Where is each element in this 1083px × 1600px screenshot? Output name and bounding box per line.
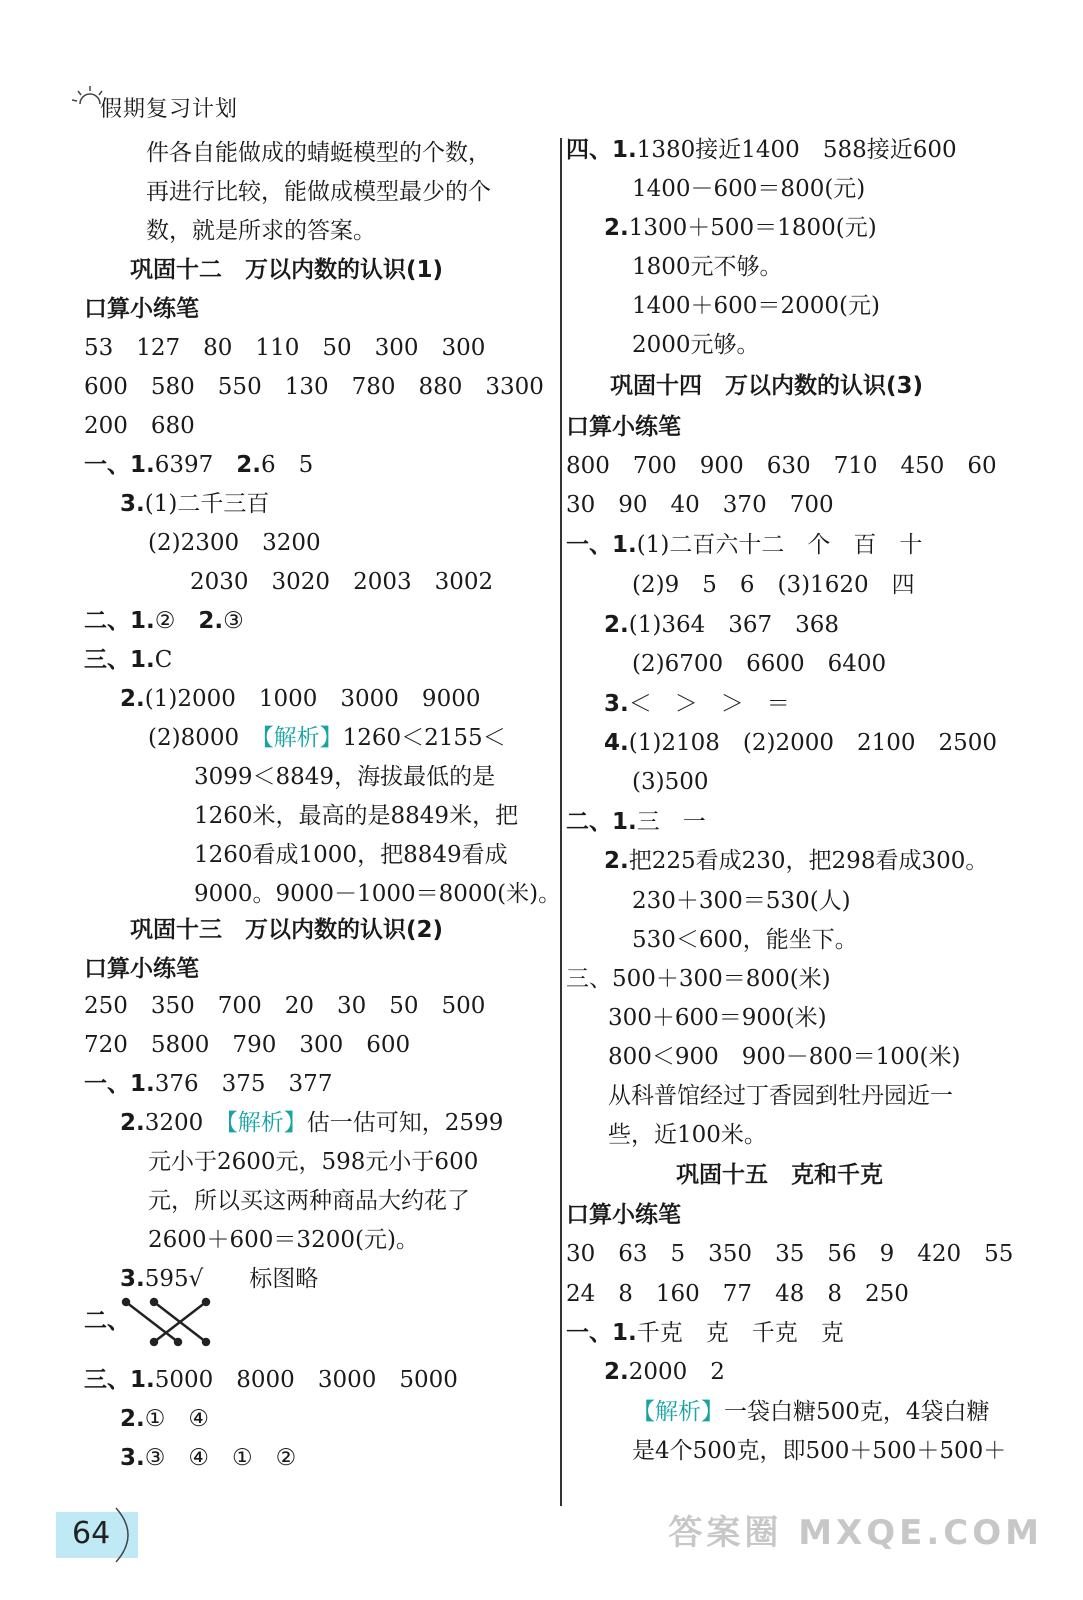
section-title: 巩固十二 万以内数的认识(1) [130,257,444,283]
answer-line: 30 63 5 350 35 56 9 420 55 [566,1241,1014,1267]
text-line: 些，近100米。 [608,1122,767,1148]
answer-line: 2.(1)2000 1000 3000 9000 [120,686,481,712]
matching-lines-diagram [118,1296,214,1348]
answer-line: 2000元够。 [632,332,760,358]
answer-line: (2)8000 【解析】1260＜2155＜ [148,725,506,751]
answer-line: 800＜900 900－800＝100(米) [608,1044,961,1070]
answer-line: 2030 3020 2003 3002 [190,569,494,595]
answer-line: (2)6700 6600 6400 [632,651,887,677]
answer-line: 30 90 40 370 700 [566,492,834,518]
answer-line: 720 5800 790 300 600 [84,1032,411,1058]
answer-line: 3.＜ ＞ ＞ ＝ [604,691,790,717]
answer-line: 一、1.(1)二百六十二 个 百 十 [566,532,923,558]
text-line: 2600＋600＝3200(元)。 [148,1227,419,1253]
section-title: 巩固十五 克和千克 [676,1162,883,1188]
answer-line: 3.595√ 标图略 [120,1266,319,1292]
answer-line: (3)500 [632,769,709,795]
answer-line: 230＋300＝530(人) [632,888,851,914]
answer-line: 2.2000 2 [604,1359,725,1385]
text-line: 3099＜8849，海拔最低的是 [194,764,496,790]
page-number-arc [112,1504,142,1566]
answer-line: 一、1.千克 克 千克 克 [566,1320,844,1346]
analysis-tag: 【解析】 [262,725,343,751]
answer-line: 2.3200 【解析】估一估可知，2599 [120,1110,504,1136]
text-line: 从科普馆经过丁香园到牡丹园近一 [608,1083,953,1109]
answer-line: 2.把225看成230，把298看成300。 [604,848,989,874]
answer-line: 三、1.5000 8000 3000 5000 [84,1367,458,1393]
text-line: 元小于2600元，598元小于600 [148,1149,479,1175]
answer-line: 1400＋600＝2000(元) [632,293,880,319]
header-title: 假期复习计划 [100,97,239,122]
text-line: 数，就是所求的答案。 [146,218,376,244]
watermark: 答案圈 MXQE.COM [668,1513,1043,1553]
answer-line: 4.(1)2108 (2)2000 2100 2500 [604,730,998,756]
answer-line: 53 127 80 110 50 300 300 [84,335,486,361]
answer-line: 800 700 900 630 710 450 60 [566,453,997,479]
answer-line: 2.1300＋500＝1800(元) [604,215,877,241]
answer-line: 530＜600，能坐下。 [632,927,858,953]
answer-line: 250 350 700 20 30 50 500 [84,993,486,1019]
answer-line: 四、1.1380接近1400 588接近600 [566,137,957,163]
answer-line: 二、1.三 一 [566,809,706,835]
answer-line: (2)9 5 6 (3)1620 四 [632,572,915,598]
text-line: 是4个500克，即500＋500＋500＋ [632,1438,1007,1464]
answer-line: 一、1.376 375 377 [84,1071,333,1097]
answer-line: 三、500＋300＝800(米) [566,966,831,992]
answer-line: 一、1.6397 2.6 5 [84,452,314,478]
section-title: 巩固十四 万以内数的认识(3) [610,373,924,399]
text-line: 件各自能做成的蜻蜓模型的个数， [146,140,491,166]
subsection-title: 口算小练笔 [566,1202,681,1228]
text-line: 9000。9000－1000＝8000(米)。 [194,881,562,907]
answer-line: 三、1.C [84,647,173,673]
answer-line: 300＋600＝900(米) [608,1005,827,1031]
analysis-tag: 【解析】 [226,1110,307,1136]
section-title: 巩固十三 万以内数的认识(2) [130,917,444,943]
answer-line: 二、1.② 2.③ [84,608,244,634]
text-line: 1260看成1000，把8849看成 [194,842,508,868]
column-divider [560,138,562,1506]
answer-line: 200 680 [84,413,195,439]
text-line: 元，所以买这两种商品大约花了 [148,1188,470,1214]
answer-line: 2.(1)364 367 368 [604,612,840,638]
subsection-title: 口算小练笔 [84,296,199,322]
subsection-title: 口算小练笔 [566,414,681,440]
answer-line: 3.③ ④ ① ② [120,1445,297,1471]
text-line: 【解析】一袋白糖500克，4袋白糖 [632,1399,990,1425]
answer-line: 1800元不够。 [632,254,783,280]
analysis-tag: 【解析】 [632,1399,724,1425]
answer-line: 1400－600＝800(元) [632,176,866,202]
answer-line: 二、 [84,1308,130,1334]
text-line: 再进行比较，能做成模型最少的个 [146,179,491,205]
answer-line: 2.① ④ [120,1406,209,1432]
answer-line: (2)2300 3200 [148,530,321,556]
page-number: 64 [72,1516,111,1551]
subsection-title: 口算小练笔 [84,956,199,982]
text-line: 1260米，最高的是8849米，把 [194,803,519,829]
answer-line: 3.(1)二千三百 [120,491,270,517]
answer-line: 24 8 160 77 48 8 250 [566,1281,909,1307]
answer-line: 600 580 550 130 780 880 3300 [84,374,544,400]
